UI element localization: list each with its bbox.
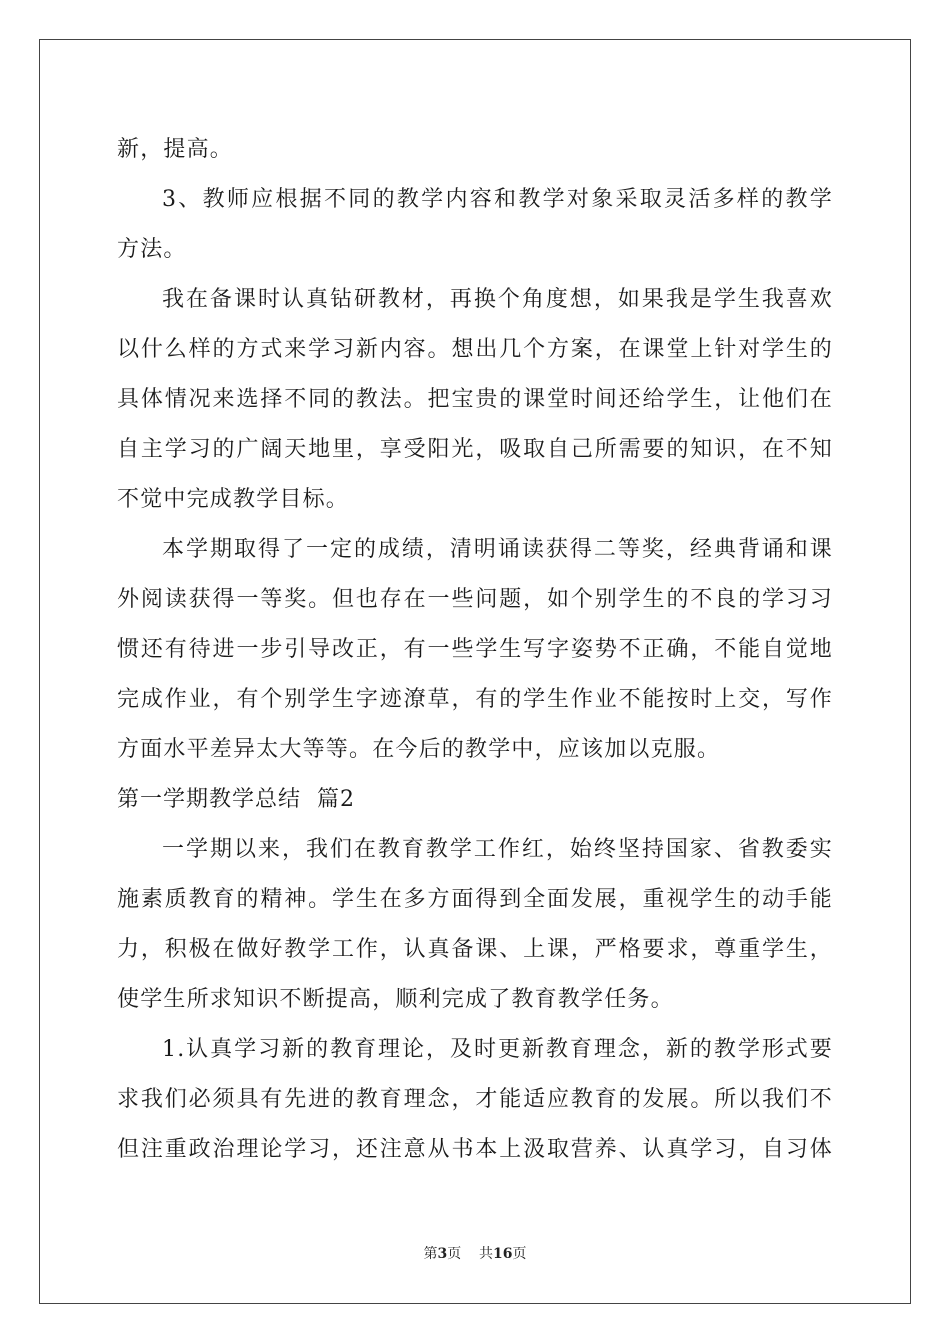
footer-page-unit: 页	[447, 1246, 462, 1262]
section-heading: 第一学期教学总结 篇2	[117, 787, 355, 812]
paragraph-line: 一学期以来，我们在教育教学工作红，始终坚持国家、省教委实	[162, 837, 833, 862]
footer-page-number: 3	[437, 1246, 448, 1262]
paragraph-line: 方法。	[117, 237, 187, 262]
paragraph-line: 力，积极在做好教学工作，认真备课、上课，严格要求，尊重学生，	[117, 937, 833, 962]
paragraph-line: 新，提高。	[117, 137, 234, 162]
paragraph-line: 以什么样的方式来学习新内容。想出几个方案，在课堂上针对学生的	[117, 337, 833, 362]
footer-total-pages: 16	[493, 1246, 513, 1262]
paragraph-line: 完成作业，有个别学生字迹潦草，有的学生作业不能按时上交，写作	[117, 687, 833, 712]
paragraph-line: 我在备课时认真钻研教材，再换个角度想，如果我是学生我喜欢	[162, 287, 833, 312]
paragraph-line: 使学生所求知识不断提高，顺利完成了教育教学任务。	[117, 987, 674, 1012]
paragraph-line: 1.认真学习新的教育理论，及时更新教育理念，新的教学形式要	[162, 1037, 833, 1062]
footer-page-prefix: 第	[423, 1246, 438, 1262]
paragraph-line: 具体情况来选择不同的教法。把宝贵的课堂时间还给学生，让他们在	[117, 387, 833, 412]
footer-total-prefix: 共	[479, 1246, 494, 1262]
paragraph-line: 惯还有待进一步引导改正，有一些学生写字姿势不正确，不能自觉地	[117, 637, 833, 662]
page-footer	[0, 1245, 950, 1263]
paragraph-line: 3、教师应根据不同的教学内容和教学对象采取灵活多样的教学	[162, 187, 833, 212]
paragraph-line: 外阅读获得一等奖。但也存在一些问题，如个别学生的不良的学习习	[117, 587, 833, 612]
paragraph-line: 施素质教育的精神。学生在多方面得到全面发展，重视学生的动手能	[117, 887, 833, 912]
paragraph-line: 但注重政治理论学习，还注意从书本上汲取营养、认真学习，自习体	[117, 1137, 833, 1162]
footer-total-unit: 页	[512, 1246, 527, 1262]
paragraph-line: 求我们必须具有先进的教育理念，才能适应教育的发展。所以我们不	[117, 1087, 833, 1112]
paragraph-line: 方面水平差异太大等等。在今后的教学中，应该加以克服。	[117, 737, 721, 762]
paragraph-line: 自主学习的广阔天地里，享受阳光，吸取自己所需要的知识，在不知	[117, 437, 833, 462]
paragraph-line: 不觉中完成教学目标。	[117, 487, 350, 512]
paragraph-line: 本学期取得了一定的成绩，清明诵读获得二等奖，经典背诵和课	[162, 537, 833, 562]
